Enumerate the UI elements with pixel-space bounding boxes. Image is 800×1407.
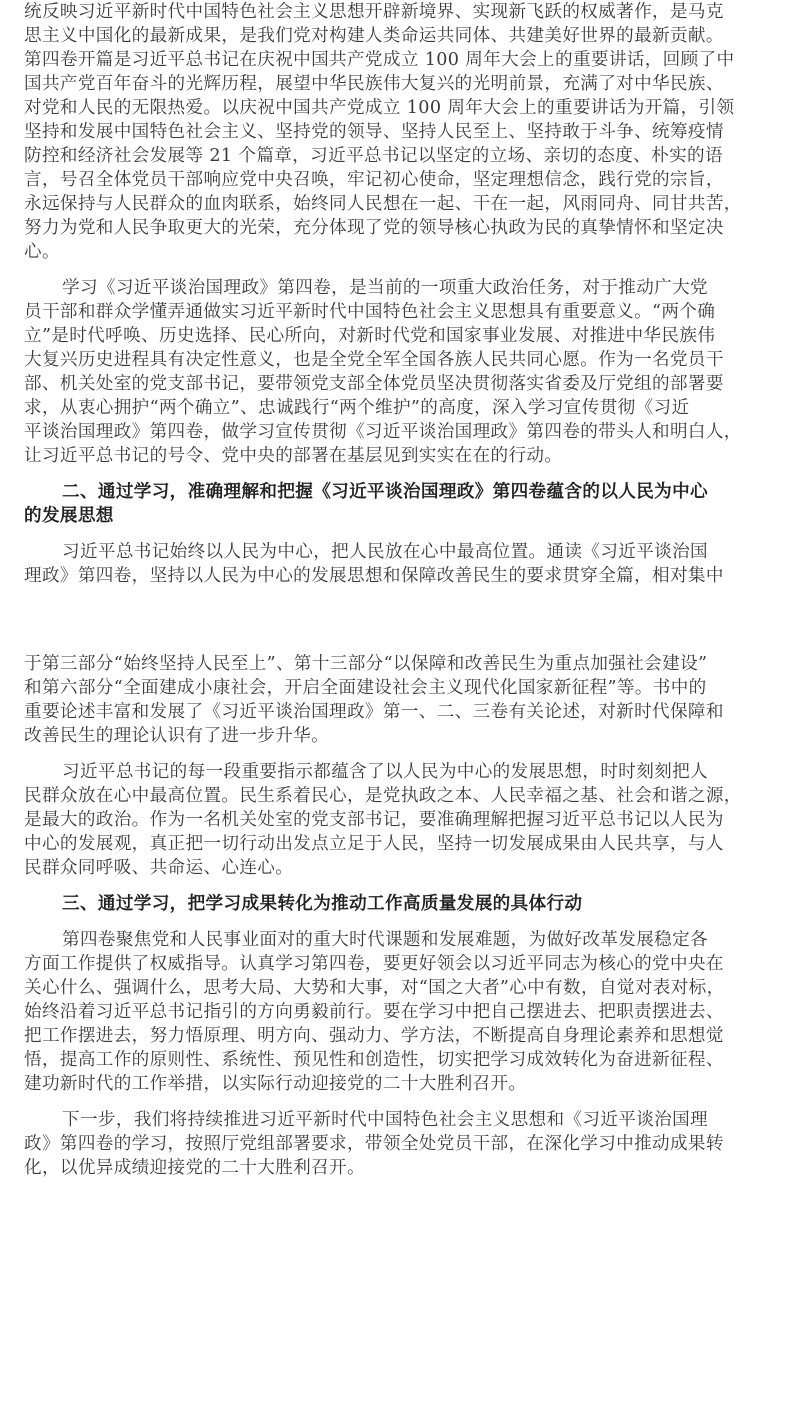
section-heading-2 [24,480,780,528]
text-line: 国共产党百年奋斗的光辉历程，展望中华民族伟大复兴的光明前景，充满了对中华民族、 [24,74,724,94]
text-line: 始终沿着习近平总书记指引的方向勇毅前行。要在学习中把自己摆进去、把职责摆进去、 [24,1002,724,1022]
text-line: 重要论述丰富和发展了《习近平谈治国理政》第一、二、三卷有关论述，对新时代保障和 [24,702,724,722]
text-line: 坚持和发展中国特色社会主义、坚持党的领导、坚持人民至上、坚持敢于斗争、统筹疫情 [24,122,724,142]
text-line: 防控和经济社会发展等 21 个篇章，习近平总书记以坚定的立场、亲切的态度、朴实的语 [24,146,723,166]
text-line: 中心的发展观，真正把一切行动出发点立足于人民，坚持一切发展成果由人民共享，与人 [24,834,724,854]
text-line: 员干部和群众学懂弄通做实习近平新时代中国特色社会主义思想具有重要意义。“两个确 [24,302,716,322]
text-line: 言，号召全体党员干部响应党中央召唤，牢记初心使命，坚定理想信念，践行党的宗旨， [24,170,724,190]
text-line: 建功新时代的工作举措，以实际行动迎接党的二十大胜利召开。 [24,1074,527,1094]
paragraph-block-3 [24,540,780,588]
text-line: 让习近平总书记的号令、党中央的部署在基层见到实实在在的行动。 [24,446,563,466]
paragraph-block-2 [24,276,780,468]
text-line: 悟，提高工作的原则性、系统性、预见性和创造性，切实把学习成效转化为奋进新征程、 [24,1050,724,1070]
text-line: 改善民生的理论认识有了进一步升华。 [24,726,330,746]
text-line: 思主义中国化的最新成果，是我们党对构建人类命运共同体、共建美好世界的最新贡献。 [24,26,724,46]
section-heading-3 [24,892,780,916]
text-line: 民群众放在心中最高位置。民生系着民心，是党执政之本、人民幸福之基、社会和谐之源， [24,786,742,806]
heading-line: 三、通过学习，把学习成果转化为推动工作高质量发展的具体行动 [62,893,583,914]
text-line: 化，以优异成绩迎接党的二十大胜利召开。 [24,1158,365,1178]
text-line: 民群众同呼吸、共命运、心连心。 [24,858,294,878]
paragraph-block-4 [24,652,780,748]
text-line: 于第三部分“始终坚持人民至上”、第十三部分“以保障和改善民生为重点加强社会建设” [24,654,708,674]
text-line: 学习《习近平谈治国理政》第四卷，是当前的一项重大政治任务，对于推动广大党 [62,278,708,298]
text-line: 立”是时代呼唤、历史选择、民心所向，对新时代党和国家事业发展、对推进中华民族伟 [24,326,716,346]
text-line: 部、机关处室的党支部书记，要带领党支部全体党员坚决贯彻落实省委及厅党组的部署要 [24,374,724,394]
text-line: 理政》第四卷，坚持以人民为中心的发展思想和保障改善民生的要求贯穿全篇，相对集中 [24,566,724,586]
text-line: 下一步，我们将持续推进习近平新时代中国特色社会主义思想和《习近平谈治国理 [62,1110,708,1130]
heading-line: 的发展思想 [24,505,114,526]
text-line: 习近平总书记始终以人民为中心，把人民放在心中最高位置。通读《习近平谈治国 [62,542,708,562]
text-line: 第四卷聚焦党和人民事业面对的重大时代课题和发展难题，为做好改革发展稳定各 [62,930,708,950]
paragraph-block-1 [24,0,780,264]
text-line: 努力为党和人民争取更大的光荣，充分体现了党的领导核心执政为民的真挚情怀和坚定决 [24,218,724,238]
text-line: 关心什么、强调什么，思考大局、大势和大事，对“国之大者”心中有数，自觉对表对标， [24,978,725,998]
paragraph-block-7 [24,1108,780,1180]
paragraph-block-6 [24,928,780,1096]
text-line: 求，从衷心拥护“两个确立”、忠诚践行“两个维护”的高度，深入学习宣传贯彻《习近 [24,398,690,418]
text-line: 方面工作提供了权威指导。认真学习第四卷，要更好领会以习近平同志为核心的党中央在 [24,954,724,974]
text-line: 习近平总书记的每一段重要指示都蕴含了以人民为中心的发展思想，时时刻刻把人 [62,762,708,782]
text-line: 大复兴历史进程具有决定性意义，也是全党全军全国各族人民共同心愿。作为一名党员干 [24,350,724,370]
heading-line: 二、通过学习，准确理解和把握《习近平谈治国理政》第四卷蕴含的以人民为中心 [62,481,708,502]
text-line: 统反映习近平新时代中国特色社会主义思想开辟新境界、实现新飞跃的权威著作，是马克 [24,2,724,22]
text-line: 平谈治国理政》第四卷，做学习宣传贯彻《习近平谈治国理政》第四卷的带头人和明白人， [24,422,742,442]
text-line: 把工作摆进去，努力悟原理、明方向、强动力、学方法，不断提高自身理论素养和思想觉 [24,1026,724,1046]
text-line: 心。 [24,242,60,262]
text-line: 政》第四卷的学习，按照厅党组部署要求，带领全处党员干部，在深化学习中推动成果转 [24,1134,724,1154]
paragraph-block-5 [24,760,780,880]
text-line: 第四卷开篇是习近平总书记在庆祝中国共产党成立 100 周年大会上的重要讲话，回顾了中 [24,50,735,70]
text-line: 和第六部分“全面建成小康社会，开启全面建设社会主义现代化国家新征程”等。书中的 [24,678,707,698]
text-line: 对党和人民的无限热爱。以庆祝中国共产党成立 100 周年大会上的重要讲话为开篇，引领 [24,98,735,118]
article-body [24,0,780,1180]
text-line: 是最大的政治。作为一名机关处室的党支部书记，要准确理解把握习近平总书记以人民为 [24,810,724,830]
text-line: 永远保持与人民群众的血肉联系，始终同人民想在一起、干在一起，风雨同舟、同甘共苦， [24,194,742,214]
